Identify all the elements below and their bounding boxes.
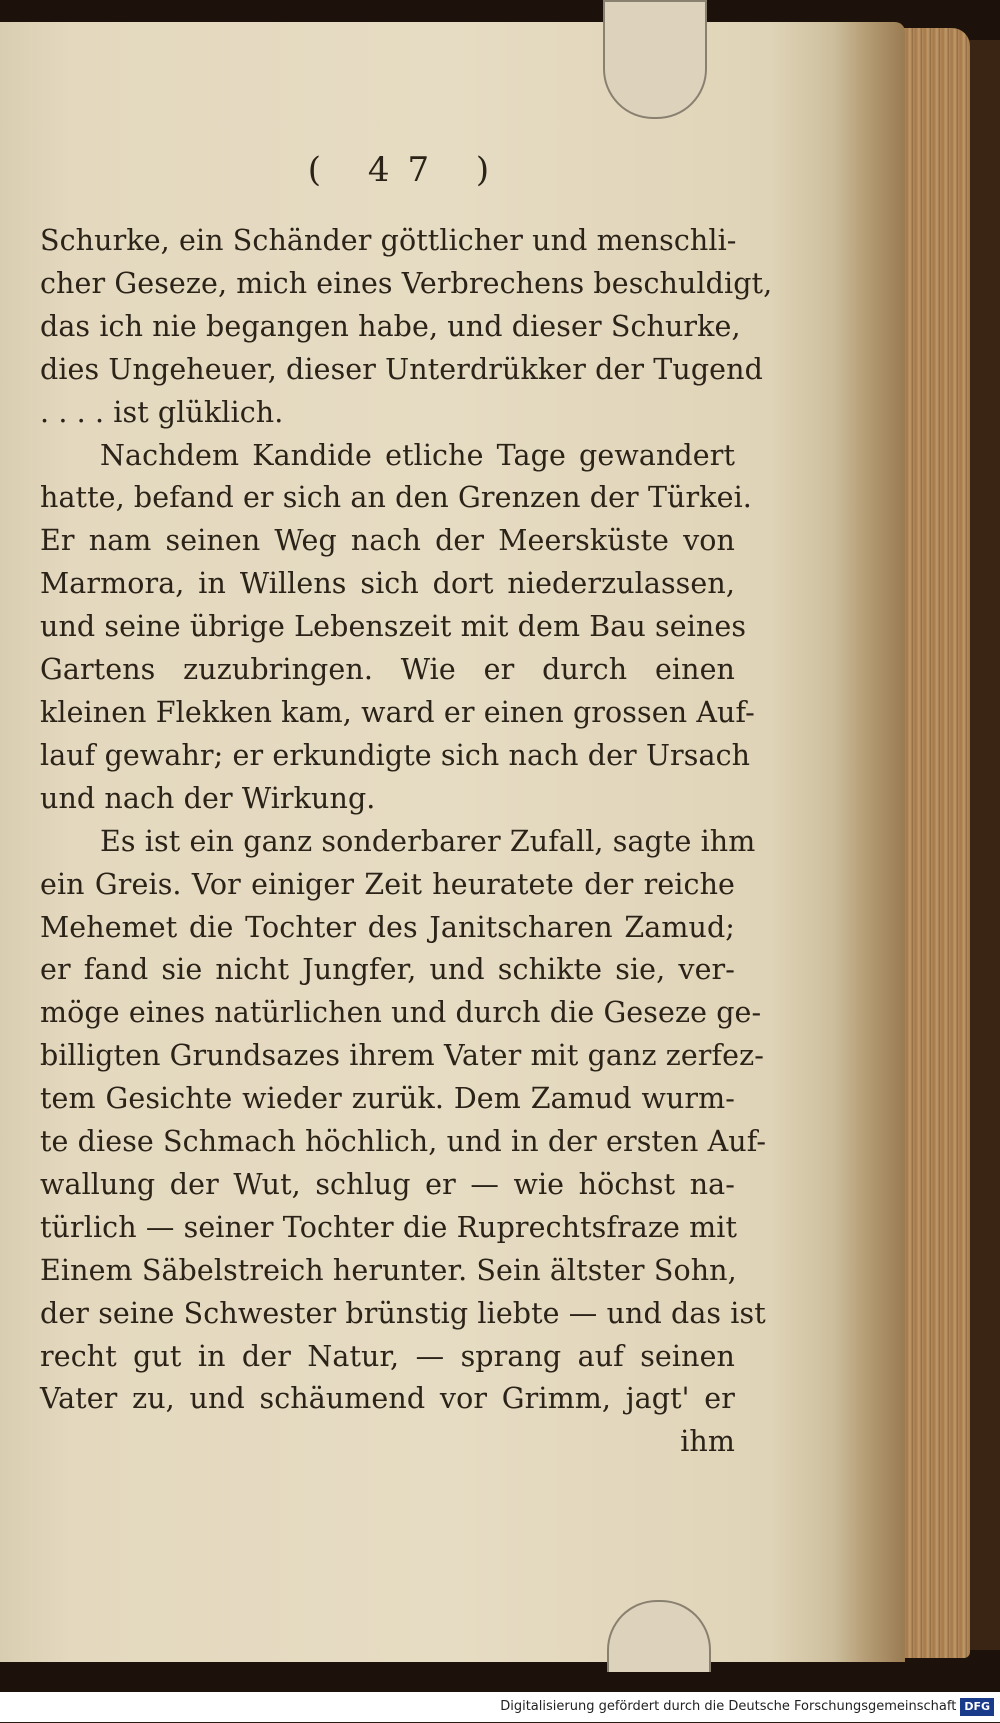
- text-line: Vater zu, und schäumend vor Grimm, jagt' er: [40, 1382, 735, 1416]
- text-line: Schurke, ein Schänder göttlicher und menschli-: [40, 224, 737, 257]
- text-line: Nachdem Kandide etliche Tage gewandert: [100, 438, 735, 472]
- text-line: wallung der Wut, schlug er — wie höchst na-: [40, 1167, 735, 1201]
- page-number: ( 47 ): [307, 150, 508, 190]
- text-line: Er nam seinen Weg nach der Meersküste von: [40, 524, 735, 558]
- text-line: Mehemet die Tochter des Janitscharen Zamud;: [40, 910, 735, 944]
- text-line: Gartens zuzubringen. Wie er durch einen: [40, 653, 735, 687]
- text-line: das ich nie begangen habe, und dieser Schurke,: [40, 309, 741, 343]
- text-line: kleinen Flekken kam, ward er einen grossen Auf-: [40, 695, 755, 729]
- text-line: lauf gewahr; er erkundigte sich nach der Ursach: [40, 738, 751, 772]
- text-line: türlich — seiner Tochter die Ruprechtsfraze mit: [40, 1210, 738, 1244]
- book-cover-edge: [965, 40, 1000, 1650]
- page-text: [40, 150, 773, 1464]
- text-line: . . . . ist glüklich.: [40, 395, 284, 429]
- digitization-footer: [0, 1692, 1000, 1722]
- text-line: möge eines natürlichen und durch die Geseze ge-: [40, 996, 762, 1030]
- text-line: ein Greis. Vor einiger Zeit heuratete der reiche: [40, 867, 735, 901]
- text-line: te diese Schmach höchlich, und in der ersten Auf-: [40, 1125, 767, 1159]
- dfg-logo: DFG: [960, 1698, 994, 1716]
- text-line: Es ist ein ganz sonderbarer Zufall, sagte ihm: [100, 824, 756, 858]
- text-line: er fand sie nicht Jungfer, und schikte sie, ver-: [40, 953, 735, 987]
- text-line: recht gut in der Natur, — sprang auf seinen: [40, 1339, 735, 1373]
- text-line: cher Geseze, mich eines Verbrechens beschuldigt,: [40, 266, 773, 300]
- catchword: ihm: [680, 1425, 735, 1459]
- text-line: der seine Schwester brünstig liebte — und das ist: [40, 1296, 766, 1330]
- text-line: hatte, befand er sich an den Grenzen der Türkei.: [40, 481, 752, 515]
- text-line: Einem Säbelstreich herunter. Sein ältster Sohn,: [40, 1253, 737, 1287]
- page-clip-top: [603, 0, 707, 119]
- page-stack-edge: [895, 28, 970, 1658]
- text-line: billigten Grundsazes ihrem Vater mit ganz zerfez-: [40, 1039, 764, 1073]
- text-line: dies Ungeheuer, dieser Unterdrükker der Tugend: [40, 352, 763, 386]
- footer-credit: Digitalisierung gefördert durch die Deutsche Forschungsgemeinschaft: [500, 1699, 957, 1714]
- text-line: und nach der Wirkung.: [40, 781, 376, 815]
- text-line: tem Gesichte wieder zurük. Dem Zamud wurm-: [40, 1082, 735, 1116]
- text-line: und seine übrige Lebenszeit mit dem Bau seines: [40, 610, 747, 644]
- text-line: Marmora, in Willens sich dort niederzulassen,: [40, 567, 735, 601]
